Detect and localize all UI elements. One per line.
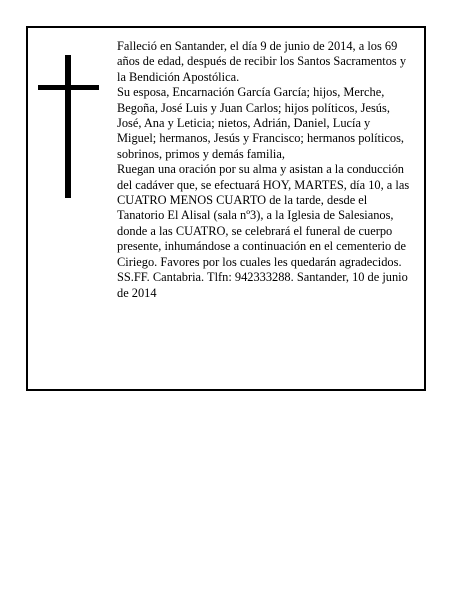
cross-horizontal-bar bbox=[38, 85, 99, 90]
obituary-notice bbox=[26, 26, 426, 391]
funeral-details: Ruegan una oración por su alma y asistan a la conducción del cadáver que, se efectuará HOY, MARTES, día 10, a las CUATRO MENOS CUARTO de la tarde, desde el Tanatorio El Alisal (sala nº3), a la Iglesia de Salesianos, donde a las CUATRO, se celebrará el funeral de cuerpo presente, inhumándose a continuación en el cementerio de Ciriego. Favores por los cuales les quedarán agradecidos. bbox=[117, 162, 410, 269]
cross-icon bbox=[38, 55, 100, 198]
family-list: Su esposa, Encarnación García García; hijos, Merche, Begoña, José Luis y Juan Carlos; hijos políticos, Jesús, José, Ana y Leticia; nietos, Adrián, Daniel, Lucía y Miguel; hermanos, Jesús y Francisco; hermanos políticos, sobrinos, primos y demás familia, bbox=[117, 85, 405, 161]
notice-body bbox=[117, 39, 411, 301]
funeral-home-contact: SS.FF. Cantabria. Tlfn: 942333288. Santander, 10 de junio de 2014 bbox=[117, 270, 408, 300]
death-announcement: Falleció en Santander, el día 9 de junio de 2014, a los 69 años de edad, después de recibir los Santos Sacramentos y la Bendición Apostólica. bbox=[117, 39, 407, 84]
cross-vertical-bar bbox=[65, 55, 71, 198]
